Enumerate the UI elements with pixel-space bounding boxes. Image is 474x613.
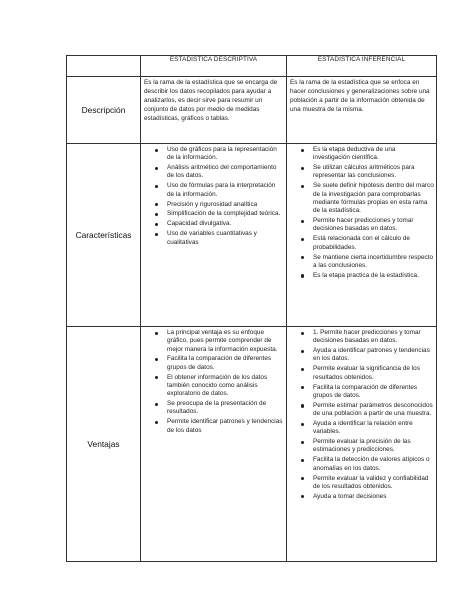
bullet-icon <box>155 358 158 361</box>
bullet-icon <box>301 332 304 335</box>
bullet-icon <box>155 185 158 188</box>
bullet-icon <box>155 167 158 170</box>
list-item-text: Uso de variables cuantitativas y cualitativas <box>167 230 257 246</box>
list-item <box>301 420 434 437</box>
header-row <box>67 56 437 77</box>
list-item <box>155 374 284 399</box>
caracteristicas-descriptiva-list <box>141 144 286 250</box>
list-item <box>301 365 434 382</box>
list-item <box>301 384 434 401</box>
list-item-text: Ayuda a identificar la relación entre variables. <box>313 419 413 436</box>
list-item <box>155 210 284 218</box>
list-item <box>155 146 284 163</box>
list-item-text: Permite evaluar la validez y confiabilidad de los resultados obtenidos. <box>313 474 429 490</box>
list-item <box>301 272 434 280</box>
descripcion-inferencial: Es la rama de la estadística que se enfoca en hacer conclusiones y generalizaciones sobre una población a partir de la información obtenida de una muestra de la misma. <box>287 77 437 144</box>
bullet-icon <box>155 403 158 406</box>
bullet-icon <box>301 386 304 389</box>
bullet-icon <box>301 368 304 371</box>
descripcion-descriptiva: Es la rama de la estadística que se encarga de describir los datos recopilados para ayudar a analizarlos, es decir sirve para resumir un conjunto de datos por medio de medidas estadísticas, gráficos o tablas. <box>141 77 287 144</box>
list-item-text: Está relacionada con el cálculo de probabilidades. <box>313 235 410 251</box>
list-item <box>301 402 434 419</box>
bullet-icon <box>155 213 158 216</box>
bullet-icon <box>301 220 304 223</box>
ventajas-inferencial <box>287 327 437 562</box>
row-label-descripcion: Descripción <box>67 77 141 144</box>
ventajas-inferencial-list <box>287 327 436 505</box>
list-item <box>301 329 434 346</box>
list-item-text: Es la etapa practica de la estadística. <box>313 271 419 279</box>
bullet-icon <box>301 423 304 426</box>
row-caracteristicas <box>67 144 437 327</box>
list-item-text: Se utilizan cálculos aritméticos para representar las conclusiones. <box>313 164 415 180</box>
row-ventajas <box>67 327 437 562</box>
list-item <box>155 329 284 354</box>
bullet-icon <box>301 477 304 480</box>
list-item-text: Capacidad divulgativa. <box>167 220 232 228</box>
list-item-text: Precisión y rigurosidad analítica <box>167 200 258 208</box>
list-item <box>155 220 284 228</box>
list-item-text: Facilita la comparación de diferentes grupos de datos. <box>167 355 272 371</box>
row-label-caracteristicas: Características <box>67 144 141 327</box>
list-item-text: Simplificación de la complejidad teórica. <box>167 210 281 218</box>
list-item <box>301 456 434 473</box>
bullet-icon <box>155 332 158 335</box>
bullet-icon <box>301 495 304 498</box>
list-item-text: Permite evaluar la significancia de los resultados obtenidos. <box>313 365 420 381</box>
list-item-text: Facilita la comparación de diferentes grupos de datos. <box>313 383 418 399</box>
list-item-text: Se suele definir hipótesis dentro del marco de la investigación para comprobarlas mediante fórmulas propias en esta rama de la estadística. <box>313 182 434 215</box>
bullet-icon <box>301 149 304 152</box>
bullet-icon <box>301 274 304 277</box>
bullet-icon <box>301 441 304 444</box>
bullet-icon <box>301 167 304 170</box>
list-item-text: Ayuda a identificar patrones y tendencias en los datos. <box>313 347 430 363</box>
list-item <box>155 230 284 247</box>
header-inferencial: ESTADISTICA INFERENCIAL <box>287 56 437 77</box>
row-descripcion <box>67 77 437 144</box>
list-item-text: Análisis aritmético del comportamiento de los datos. <box>167 164 277 180</box>
bullet-icon <box>301 185 304 188</box>
list-item-text: La principal ventaja es su enfoque gráfico, pues permite comprender de mejor manera la información expuesta. <box>167 329 278 353</box>
list-item <box>155 164 284 181</box>
bullet-icon <box>301 238 304 241</box>
list-item <box>301 475 434 492</box>
list-item <box>301 164 434 181</box>
ventajas-descriptiva <box>141 327 287 562</box>
list-item-text: Permite evaluar la precisión de las estimaciones y predicciones. <box>313 438 411 454</box>
ventajas-descriptiva-list <box>141 327 286 439</box>
caracteristicas-inferencial <box>287 144 437 327</box>
list-item-text: 1. Permite hacer predicciones y tomar decisiones basadas en datos. <box>313 329 421 345</box>
list-item <box>301 493 434 501</box>
bullet-icon <box>301 459 304 462</box>
bullet-icon <box>155 203 158 206</box>
row-label-ventajas: Ventajas <box>67 327 141 562</box>
list-item <box>301 182 434 215</box>
list-item <box>155 418 284 435</box>
bullet-icon <box>301 350 304 353</box>
list-item <box>155 355 284 372</box>
bullet-icon <box>155 421 158 424</box>
header-descriptiva: ESTADISTICA DESCRIPTIVA <box>141 56 287 77</box>
list-item <box>301 146 434 163</box>
list-item-text: Permite estimar parámetros desconocidos de una población a partir de una muestra. <box>313 401 433 418</box>
list-item-text: Permite identificar patrones y tendencias de los datos <box>167 418 283 434</box>
list-item-text: Uso de gráficos para la representación de la información. <box>167 146 277 162</box>
bullet-icon <box>155 149 158 152</box>
list-item <box>301 254 434 271</box>
bullet-icon <box>155 233 158 236</box>
list-item-text: Se mantiene cierta incertidumbre respecto a las conclusiones. <box>313 253 434 269</box>
list-item <box>301 347 434 364</box>
bullet-icon <box>301 256 304 259</box>
list-item-text: Facilita la detección de valores atípicos o anomalías en los datos. <box>313 456 430 472</box>
bullet-icon <box>301 404 304 407</box>
bullet-icon <box>155 376 158 379</box>
list-item <box>301 438 434 455</box>
list-item-text: El obtener información de los datos también conocido como análisis exploratorio de datos. <box>167 373 268 398</box>
list-item <box>155 201 284 209</box>
list-item <box>301 217 434 234</box>
list-item-text: Es la etapa deductiva de una investigación científica. <box>313 146 396 162</box>
caracteristicas-descriptiva <box>141 144 287 327</box>
list-item <box>155 400 284 417</box>
list-item <box>301 235 434 252</box>
list-item-text: Ayuda a tomar decisiones <box>313 492 387 500</box>
list-item-text: Se preocupa de la presentación de resultados. <box>167 400 267 416</box>
comparison-table <box>66 55 437 562</box>
empty-header-cell <box>67 56 141 77</box>
list-item-text: Uso de fórmulas para la interpretación de la información. <box>167 182 276 198</box>
list-item-text: Permite hacer predicciones y tomar decisiones basadas en datos. <box>313 217 414 233</box>
bullet-icon <box>155 223 158 226</box>
caracteristicas-inferencial-list <box>287 144 436 284</box>
list-item <box>155 182 284 199</box>
